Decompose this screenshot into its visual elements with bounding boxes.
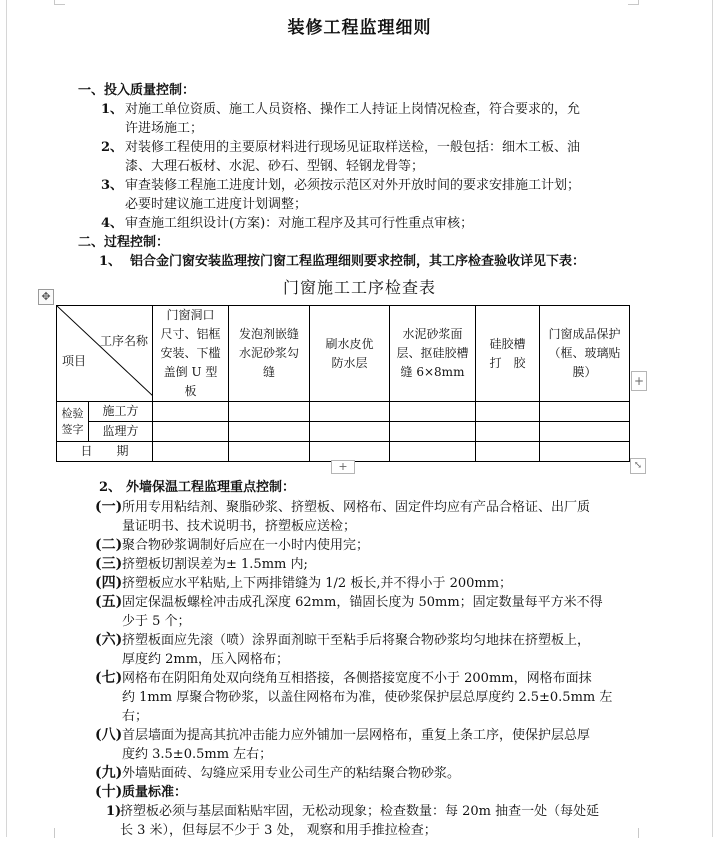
col-header-mortar-groove	[390, 306, 476, 402]
crop-mark-top-left	[54, 0, 65, 5]
col-header-foam-caulk	[229, 306, 310, 402]
col-header-line: 缝 6×8mm	[400, 365, 465, 379]
s3-item-7-line-1: 网格布在阴阳角处双向绕角互相搭接，各侧搭接宽度不小于 200mm，网格布面抹	[122, 671, 592, 686]
s3-item-5-num: (五)	[95, 594, 123, 610]
table-row-date	[57, 442, 630, 462]
table-header-row	[57, 306, 630, 402]
table-cell[interactable]	[476, 442, 540, 462]
s3-item-8-num: (八)	[95, 727, 123, 743]
s1-item-3-line-1: 审查装修工程施工进度计划，必须按示范区对外开放时间的要求安排施工计划；	[125, 178, 581, 193]
table-resize-handle-icon[interactable]: ⤡	[630, 458, 646, 474]
table-cell[interactable]	[540, 402, 630, 422]
col-header-line: 门窗洞口	[166, 308, 215, 322]
s3-item-3-line-1: 挤塑板切割误差为± 1.5mm 内;	[122, 557, 308, 572]
s3-item-8-line-1: 首层墙面为提高其抗冲击能力应外铺加一层网格布，重复上条工序，使保护层总厚	[122, 728, 591, 743]
s1-item-2-line-2: 漆、大理石板材、水泥、砂石、型钢、轻钢龙骨等；	[125, 159, 425, 174]
diagonal-header-cell	[57, 306, 153, 402]
s3-item-9-num: (九)	[95, 765, 123, 781]
table-row-supervisor	[57, 422, 630, 442]
document-title: 装修工程监理细则	[287, 18, 432, 38]
col-header-line: 水泥砂浆勾	[238, 346, 299, 360]
page-edge-right	[712, 0, 713, 837]
table-cell[interactable]	[390, 402, 476, 422]
add-row-plus-icon[interactable]: +	[331, 460, 355, 474]
col-header-line: 打 胶	[489, 355, 526, 370]
diagonal-header-process: 工序名称	[99, 334, 148, 348]
s1-item-4-num: 4、	[101, 216, 124, 231]
s2-item-1-text: 铝合金门窗安装监理按门窗工程监理细则要求控制，其工序检查验收详见下表：	[130, 254, 586, 269]
col-header-line: 尺寸、铝框	[160, 327, 221, 341]
s3-heading: 外墙保温工程监理重点控制：	[126, 480, 296, 495]
col-header-silicone	[476, 306, 540, 402]
s3-item-1-line-2: 量证明书、技术说明书，挤塑板应送检；	[122, 519, 357, 534]
col-header-line: 门窗成品保护	[548, 327, 621, 341]
s3-item-2-line-1: 聚合物砂浆调制好后应在一小时内使用完；	[122, 538, 370, 553]
s3-item-2-num: (二)	[95, 537, 123, 553]
s3-item-7-num: (七)	[95, 670, 123, 686]
col-header-line: 安装、下槛	[160, 346, 221, 360]
s3-item-5-line-2: 少于 5 个；	[122, 614, 191, 629]
s3-item-8-line-2: 度约 3.5±0.5mm 左右；	[122, 747, 273, 762]
s3-item-4-num: (四)	[95, 575, 123, 591]
table-cell[interactable]	[310, 422, 390, 442]
table-cell[interactable]	[229, 442, 310, 462]
col-header-line: 刷水皮优	[325, 336, 374, 351]
table-cell[interactable]	[229, 402, 310, 422]
s1-item-1-num: 1、	[101, 102, 124, 117]
s1-item-2-line-1: 对装修工程使用的主要原材料进行现场见证取样送检，一般包括：细木工板、油	[125, 140, 581, 155]
s3-item-7-line-3: 右；	[122, 709, 149, 724]
row-label-date: 日 期	[57, 442, 153, 462]
sign-label-cell	[57, 402, 89, 442]
col-header-line: 板	[184, 384, 197, 398]
page-edge-left	[6, 0, 7, 837]
add-column-plus-icon[interactable]: +	[631, 371, 647, 391]
s3-item-1-line-1: 所用专用粘结剂、聚脂砂浆、挤塑板、网格布、固定件均应有产品合格证、出厂质	[122, 500, 591, 515]
col-header-line: （框、玻璃贴	[548, 346, 621, 360]
sign-label-sign: 签字	[61, 422, 84, 436]
s3-item-9-line-1: 外墙贴面砖、勾缝应采用专业公司生产的粘结聚合物砂浆。	[122, 766, 461, 781]
col-header-line: 缝	[262, 365, 275, 379]
sign-label-inspect: 检验	[61, 406, 84, 420]
s1-item-4-line-1: 审查施工组织设计(方案)：对施工程序及其可行性重点审核；	[125, 216, 474, 231]
table-move-handle-icon[interactable]: ✥	[38, 289, 54, 305]
col-header-line: 硅胶槽	[489, 336, 526, 351]
s2-item-1-num: 1、	[99, 254, 122, 269]
table-cell[interactable]	[540, 442, 630, 462]
col-header-line: 水泥砂浆面	[402, 327, 463, 341]
table-cell[interactable]	[153, 442, 229, 462]
col-header-line: 盖倒 U 型	[163, 365, 218, 379]
s3-item-7-line-2: 约 1mm 厚聚合物砂浆，以盖住网格布为准，使砂浆保护层总厚度约 2.5±0.5mm 左	[122, 690, 613, 705]
col-header-opening-install	[153, 306, 229, 402]
crop-mark-top-right	[628, 0, 639, 5]
table-cell[interactable]	[476, 422, 540, 442]
inspection-table	[56, 305, 630, 462]
s1-item-1-line-1: 对施工单位资质、施工人员资格、操作工人持证上岗情况检查，符合要求的，允	[125, 102, 581, 117]
s3-heading-num: 2、	[99, 480, 122, 495]
s1-item-3-line-2: 必要时建议施工进度计划调整；	[125, 197, 308, 212]
s3-item-3-num: (三)	[95, 556, 123, 572]
table-cell[interactable]	[476, 402, 540, 422]
table-caption: 门窗施工工序检查表	[282, 278, 436, 297]
row-label-builder: 施工方	[89, 402, 153, 422]
s3-item-5-line-1: 固定保温板螺栓冲击成孔深度 62mm，锚固长度为 50mm；固定数量每平方米不得	[122, 595, 603, 610]
col-header-line: 膜）	[572, 365, 597, 379]
col-header-line: 防水层	[331, 355, 368, 370]
s3-sub-1-line-2: 长 3 米），但每层不少于 3 处， 观察和用手推拉检查；	[120, 823, 437, 838]
section-2-heading: 二、过程控制：	[78, 235, 170, 250]
col-header-line: 发泡剂嵌缝	[238, 327, 299, 341]
s3-item-6-line-2: 厚度约 2mm，压入网格布；	[122, 652, 290, 667]
table-cell[interactable]	[390, 422, 476, 442]
s3-item-10-num: (十)	[95, 784, 123, 800]
col-header-waterproof	[310, 306, 390, 402]
table-row-builder	[57, 402, 630, 422]
diagonal-header-item: 项目	[62, 354, 87, 368]
table-cell[interactable]	[540, 422, 630, 442]
s1-item-1-line-2: 许进场施工；	[125, 121, 204, 136]
col-header-line: 层、抠硅胶槽	[396, 346, 469, 360]
table-cell[interactable]	[390, 442, 476, 462]
s3-item-6-line-1: 挤塑板面应先滚（喷）涂界面剂晾干至粘手后将聚合物砂浆均匀地抹在挤塑板上，	[122, 633, 591, 648]
table-cell[interactable]	[229, 422, 310, 442]
row-label-supervisor: 监理方	[89, 422, 153, 442]
s3-sub-1-line-1: 挤塑板必须与基层面粘贴牢固，无松动现象；检查数量：每 20m 抽查一处（每处延	[120, 804, 600, 819]
col-header-protection	[540, 306, 630, 402]
s3-item-4-line-1: 挤塑板应水平粘贴,上下两排错缝为 1/2 板长,并不得小于 200mm；	[122, 576, 513, 591]
table-cell[interactable]	[310, 402, 390, 422]
s3-item-6-num: (六)	[95, 632, 123, 648]
s1-item-3-num: 3、	[101, 178, 124, 193]
s1-item-2-num: 2、	[101, 140, 124, 155]
table-cell[interactable]	[310, 442, 390, 462]
s3-item-1-num: (一)	[95, 499, 123, 515]
table-cell[interactable]	[153, 402, 229, 422]
table-cell[interactable]	[153, 422, 229, 442]
section-1-heading: 一、投入质量控制：	[78, 83, 196, 98]
s3-sub-1-num: 1)	[106, 804, 122, 819]
diagonal-line	[57, 306, 153, 396]
s3-item-10-line-1: 质量标准：	[122, 785, 188, 800]
